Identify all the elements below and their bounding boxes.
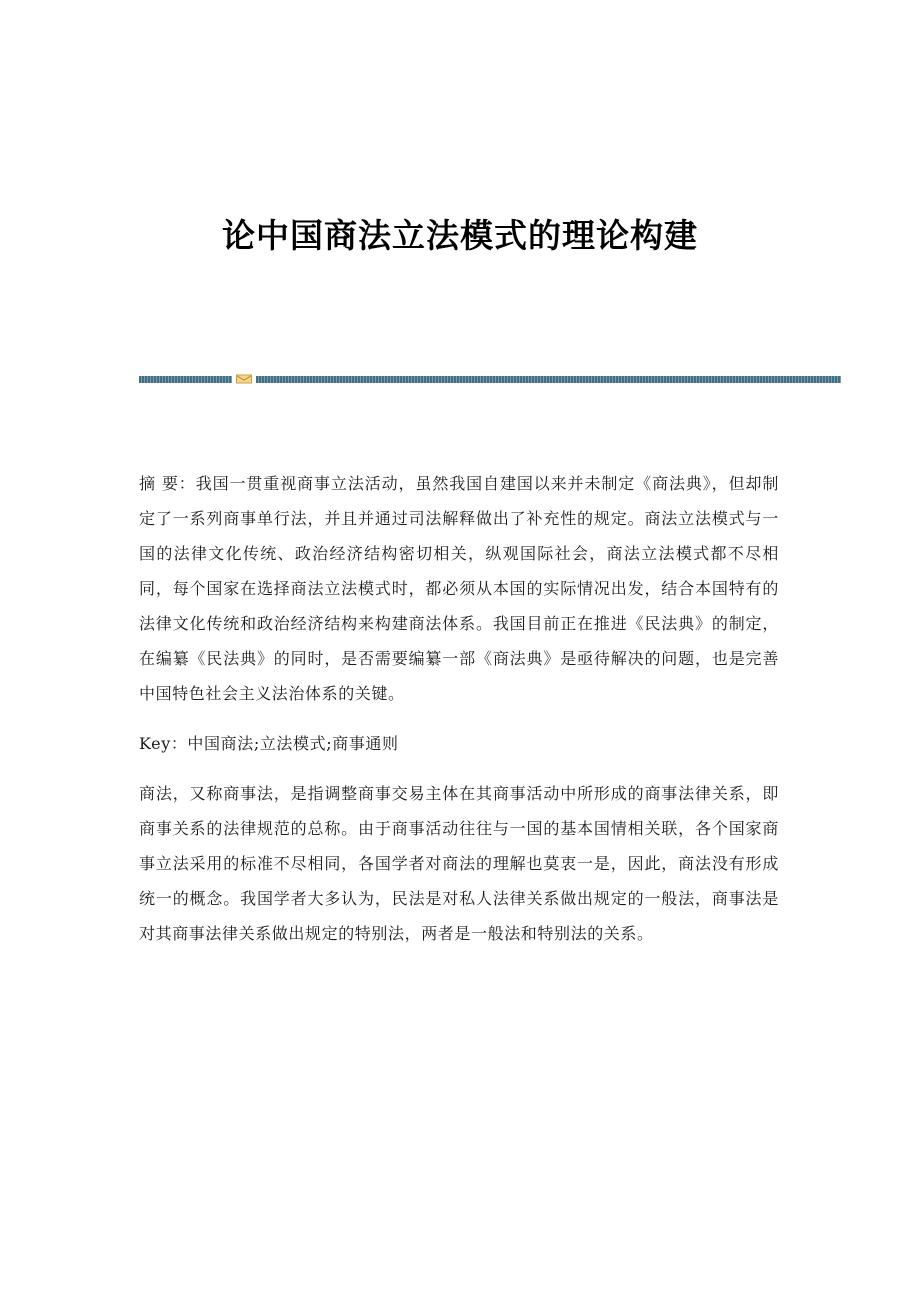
document-body	[139, 466, 779, 951]
divider-bar-left	[139, 376, 232, 383]
title-divider	[139, 374, 841, 384]
divider-ornament-icon	[236, 374, 252, 384]
abstract-paragraph: 摘 要：我国一贯重视商事立法活动，虽然我国自建国以来并未制定《商法典》，但却制定了一系列商事单行法，并且并通过司法解释做出了补充性的规定。商法立法模式与一国的法律文化传统、政治经济结构密切相关，纵观国际社会，商法立法模式都不尽相同，每个国家在选择商法立法模式时，都必须从本国的实际情况出发，结合本国特有的法律文化传统和政治经济结构来构建商法体系。我国目前正在推进《民法典》的制定，在编纂《民法典》的同时，是否需要编纂一部《商法典》是亟待解决的问题，也是完善中国特色社会主义法治体系的关键。	[139, 474, 779, 703]
document-title: 论中国商法立法模式的理论构建	[222, 216, 698, 255]
divider-bar-right	[256, 376, 841, 383]
keywords-line: Key：中国商法;立法模式;商事通则	[139, 734, 399, 753]
body-paragraph: 商法，又称商事法，是指调整商事交易主体在其商事活动中所形成的商事法律关系，即商事关系的法律规范的总称。由于商事活动往往与一国的基本国情相关联，各个国家商事立法采用的标准不尽相同，各国学者对商法的理解也莫衷一是，因此，商法没有形成统一的概念。我国学者大多认为，民法是对私人法律关系做出规定的一般法，商事法是对其商事法律关系做出规定的特别法，两者是一般法和特别法的关系。	[139, 784, 779, 943]
